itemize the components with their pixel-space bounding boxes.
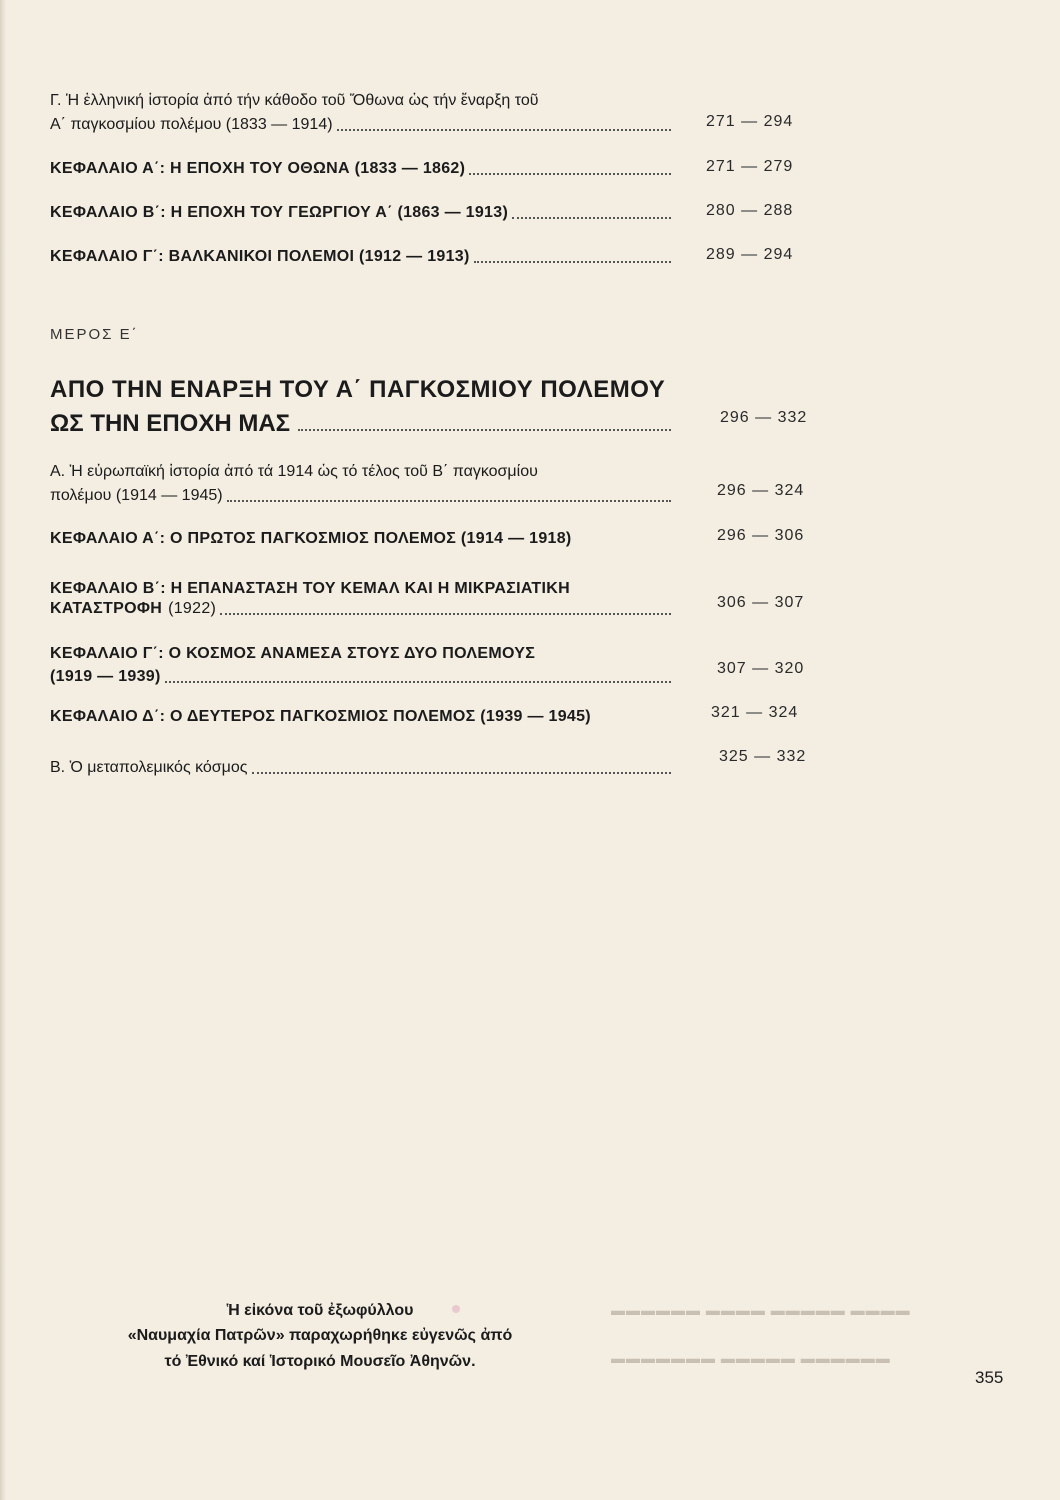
leader-dots [220,613,671,615]
toc-entry-g-chapter-3 [50,246,675,268]
section-a-heading-line2: πολέμου (1914 — 1945) [50,487,223,504]
section-g-heading-line1: Γ. Ἡ ἑλληνική ἱστορία ἀπό τήν κάθοδο τοῦ Ὄθωνα ὡς τήν ἔναρξη τοῦ [50,92,539,109]
show-through-text-1: ▬▬▬▬ ▬▬▬▬▬ ▬▬▬▬ ▬▬▬▬▬▬ [610,1302,910,1318]
toc-entry-g-chapter-2 [50,202,675,224]
chapter-pages: 306 — 307 [717,594,805,611]
chapter-title: ΚΕΦΑΛΑΙΟ Γ΄: ΒΑΛΚΑΝΙΚΟΙ ΠΟΛΕΜΟΙ (1912 — 1913) [50,248,470,265]
a-chapter-2-year: (1922) [168,600,217,617]
page-number: 355 [975,1368,1004,1387]
part-title-line2: ΩΣ ΤΗΝ ΕΠΟΧΗ ΜΑΣ [50,410,291,437]
chapter-title: ΚΕΦΑΛΑΙΟ Β΄: Η ΕΠΟΧΗ ΤΟΥ ΓΕΩΡΓΙΟΥ Α΄ (1863 — 1913) [50,204,509,221]
toc-entry-g-chapter-1 [50,158,675,180]
section-a-heading-line1: Α. Ἡ εὐρωπαϊκή ἱστορία ἀπό τά 1914 ὡς τό τέλος τοῦ Β΄ παγκοσμίου [50,463,538,480]
chapter-pages: 280 — 288 [706,202,794,219]
toc-entry-a-chapter-1 [50,528,675,550]
section-b-title: Β. Ὁ μεταπολεμικός κόσμος [50,759,248,776]
section-b-entry [50,757,675,779]
cover-credit-line2: «Ναυμαχία Πατρῶν» παραχωρήθηκε εὐγενῶς ἀπό [127,1327,513,1344]
show-through-text-2: ▬▬▬▬▬▬ ▬▬▬▬▬ ▬▬▬▬▬▬▬ [610,1350,890,1366]
ink-mark [452,1305,460,1313]
leader-dots [227,500,671,502]
section-g-heading-line2: Α΄ παγκοσμίου πολέμου (1833 — 1914) [50,116,333,133]
cover-credit-line3: τό Ἐθνικό καί Ἱστορικό Μουσεῖο Ἀθηνῶν. [164,1353,476,1370]
chapter-pages: 307 — 320 [717,660,805,677]
toc-entry-a-chapter-2 [50,598,675,620]
leader-dots [512,217,671,219]
section-b-pages: 325 — 332 [719,748,807,765]
chapter-title: ΚΕΦΑΛΑΙΟ Δ΄: Ο ΔΕΥΤΕΡΟΣ ΠΑΓΚΟΣΜΙΟΣ ΠΟΛΕΜΟΣ (1939 — 1945) [50,708,591,725]
a-chapter-2-line1: ΚΕΦΑΛΑΙΟ Β΄: Η ΕΠΑΝΑΣΤΑΣΗ ΤΟΥ ΚΕΜΑΛ ΚΑΙ Η ΜΙΚΡΑΣΙΑΤΙΚΗ [50,580,570,597]
leader-dots [298,429,671,431]
page-edge-shadow [0,0,6,1500]
part-title-entry [50,410,675,438]
chapter-pages: 271 — 279 [706,158,794,175]
a-chapter-3-line2: (1919 — 1939) [50,668,161,685]
a-chapter-2-line2: ΚΑΤΑΣΤΡΟΦΗ [50,600,163,617]
leader-dots [474,261,671,263]
cover-credit-line1: Ἡ εἰκόνα τοῦ ἐξωφύλλου [226,1302,414,1319]
section-a-pages: 296 — 324 [717,482,805,499]
toc-entry-a-chapter-4 [50,706,675,728]
section-g-pages: 271 — 294 [706,113,794,130]
chapter-pages: 321 — 324 [711,704,799,721]
chapter-title: ΚΕΦΑΛΑΙΟ Α΄: Η ΕΠΟΧΗ ΤΟΥ ΟΘΩΝΑ (1833 — 1862) [50,160,466,177]
chapter-pages: 296 — 306 [717,527,805,544]
chapter-pages: 289 — 294 [706,246,794,263]
leader-dots [252,772,671,774]
a-chapter-3-line1: ΚΕΦΑΛΑΙΟ Γ΄: Ο ΚΟΣΜΟΣ ΑΝΑΜΕΣΑ ΣΤΟΥΣ ΔΥΟ ΠΟΛΕΜΟΥΣ [50,645,536,662]
leader-dots [165,681,671,683]
part-label: ΜΕΡΟΣ Ε΄ [50,326,139,343]
leader-dots [337,129,671,131]
section-a-entry [50,485,675,507]
section-g-entry [50,114,675,136]
part-title-line1: ΑΠΟ ΤΗΝ ΕΝΑΡΞΗ ΤΟΥ Α΄ ΠΑΓΚΟΣΜΙΟΥ ΠΟΛΕΜΟΥ [50,376,666,403]
toc-entry-a-chapter-3 [50,666,675,688]
leader-dots [469,173,671,175]
chapter-title: ΚΕΦΑΛΑΙΟ Α΄: Ο ΠΡΩΤΟΣ ΠΑΓΚΟΣΜΙΟΣ ΠΟΛΕΜΟΣ (1914 — 1918) [50,530,572,547]
part-pages: 296 — 332 [720,409,808,426]
